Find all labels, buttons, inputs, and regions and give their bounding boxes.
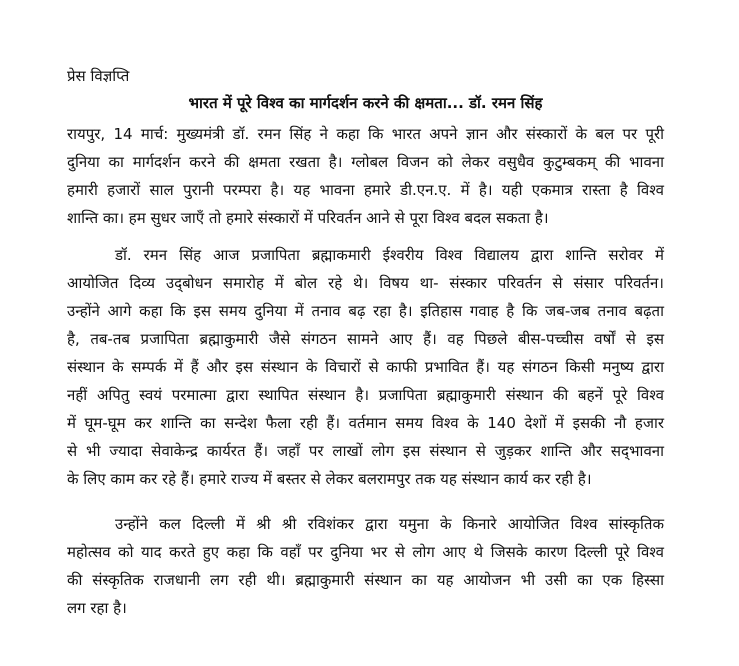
- press-release-label: प्रेस विज्ञप्ति: [67, 67, 130, 85]
- body-line: हमारी हजारों साल पुरानी परम्परा है। यह भावना हमारे डी.एन.ए. में है। यही एकमात्र रास्ता है विश्व: [67, 181, 664, 199]
- body-line: दुनिया का मार्गदर्शन करने की क्षमता रखता है। ग्लोबल विजन को लेकर वसुधैव कुटुम्बकम् की भावना: [67, 153, 664, 171]
- body-line: नहीं अपितु स्वयं परमात्मा द्वारा स्थापित संस्थान है। प्रजापिता ब्रह्माकुमारी संस्थान की बहनें पूरे विश्व: [67, 386, 664, 404]
- body-line: महोत्सव को याद करते हुए कहा कि वहाँ पर दुनिया भर से लोग आए थे जिसके कारण दिल्ली पूरे विश्व: [67, 543, 664, 561]
- body-line: डॉ. रमन सिंह आज प्रजापिता ब्रह्माकमारी ईश्वरीय विश्व विद्यालय द्वारा शान्ति सरोवर में: [115, 246, 664, 264]
- body-line: उन्होंने आगे कहा कि इस समय दुनिया में तनाव बढ़ रहा है। इतिहास गवाह है कि जब-जब तनाव बढ़ता: [67, 302, 664, 320]
- body-line: से भी ज्यादा सेवाकेन्द्र कार्यरत हैं। जहाँ पर लाखों लोग इस संस्थान से जुड़कर शान्ति और सद्‌भावना: [67, 442, 664, 460]
- headline: भारत में पूरे विश्व का मार्गदर्शन करने की क्षमता... डॉ. रमन सिंह: [188, 94, 543, 112]
- body-line: के लिए काम कर रहे हैं। हमारे राज्य में बस्तर से लेकर बलरामपुर तक यह संस्थान कार्य कर रही है।: [67, 470, 592, 488]
- body-line: की संस्कृतिक राजधानी लग रही थी। ब्रह्माकुमारी संस्थान का यह आयोजन भी उसी का एक हिस्सा: [67, 571, 664, 589]
- body-line: शान्ति का। हम सुधर जाएँ तो हमारे संस्कारों में परिवर्तन आने से पूरा विश्व बदल सकता है।: [67, 209, 549, 227]
- body-line: है, तब-तब प्रजापिता ब्रह्माकुमारी जैसे संगठन सामने आए हैं। वह पिछले बीस-पच्चीस वर्षों से इस: [67, 330, 664, 348]
- body-line: आयोजित दिव्य उद्‌बोधन समारोह में बोल रहे थे। विषय था- संस्कार परिवर्तन से संसार परिवर्तन।: [67, 274, 664, 292]
- body-line: संस्थान के सम्पर्क में हैं और इस संस्थान के विचारों से काफी प्रभावित हैं। यह संगठन किसी मनुष्य द्वारा: [67, 358, 664, 376]
- body-line: उन्होंने कल दिल्ली में श्री श्री रविशंकर द्वारा यमुना के किनारे आयोजित विश्व सांस्कृतिक: [115, 515, 664, 533]
- body-line: रायपुर, 14 मार्च: मुख्यमंत्री डॉ. रमन सिंह ने कहा कि भारत अपने ज्ञान और संस्कारों के बल पर पूरी: [67, 125, 664, 143]
- body-line: में घूम-घूम कर शान्ति का सन्देश फैला रही हैं। वर्तमान समय विश्व के 140 देशों में इसकी नौ हजार: [67, 414, 664, 432]
- body-line: लग रहा है।: [67, 599, 127, 617]
